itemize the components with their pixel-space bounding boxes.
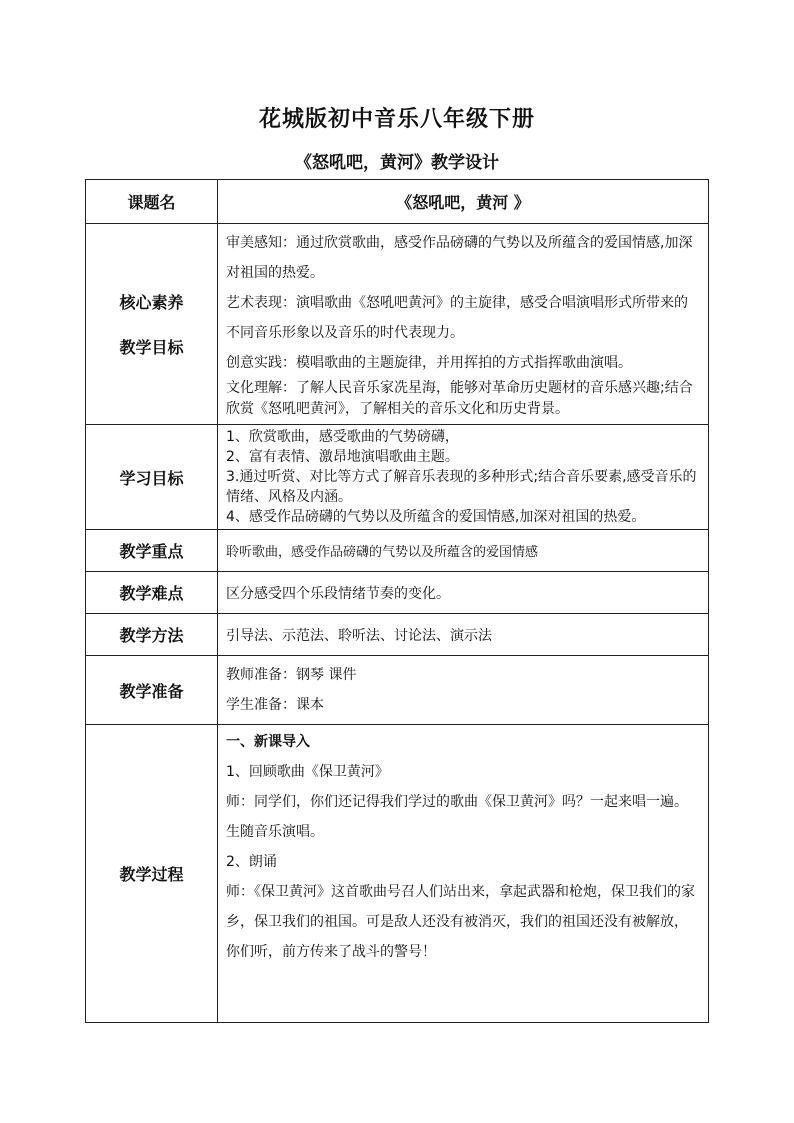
process-content xyxy=(218,725,709,1023)
core-item-3: 创意实践：模唱歌曲的主题旋律，并用挥拍的方式指挥歌曲演唱。 xyxy=(226,355,632,371)
prep-teacher: 教师准备：钢琴 课件 xyxy=(226,667,357,683)
row-key xyxy=(86,530,709,572)
prep-content xyxy=(218,656,709,725)
prep-label: 教学准备 xyxy=(86,656,218,725)
core-content xyxy=(218,224,709,425)
row-core xyxy=(86,224,709,425)
difficult-label: 教学难点 xyxy=(86,572,218,614)
process-item-5: 师：《保卫黄河》这首歌曲号召人们站出来，拿起武器和枪炮，保卫我们的家乡，保卫我们的祖国。可是敌人还没有被消灭，我们的祖国还没有被解放，你们听，前方传来了战斗的警号！ xyxy=(226,884,695,960)
core-item-4: 文化理解：了解人民音乐家冼星海，能够对革命历史题材的音乐感兴趣;结合欣赏《怒吼吧黄河》，了解相关的音乐文化和历史背景。 xyxy=(226,380,693,417)
core-item-1: 审美感知：通过欣赏歌曲，感受作品磅礴的气势以及所蕴含的爱国情感,加深对祖国的热爱。 xyxy=(226,235,693,281)
row-process xyxy=(86,725,709,1023)
prep-student: 学生准备：课本 xyxy=(226,697,324,713)
learning-item-2: 2、富有表情、激昂地演唱歌曲主题。 xyxy=(226,449,459,465)
process-item-3: 生随音乐演唱。 xyxy=(226,824,324,840)
key-value: 聆听歌曲，感受作品磅礴的气势以及所蕴含的爱国情感 xyxy=(218,530,709,572)
row-topic xyxy=(86,180,709,224)
learning-item-3: 3.通过听赏、对比等方式了解音乐表现的多种形式;结合音乐要素,感受音乐的情绪、风格及内涵。 xyxy=(226,469,697,505)
row-method xyxy=(86,614,709,656)
process-label: 教学过程 xyxy=(86,725,218,1023)
key-label: 教学重点 xyxy=(86,530,218,572)
topic-value: 《怒吼吧，黄河 》 xyxy=(218,180,709,224)
learning-item-4: 4、感受作品磅礴的气势以及所蕴含的爱国情感,加深对祖国的热爱。 xyxy=(226,509,646,525)
row-difficult xyxy=(86,572,709,614)
difficult-value: 区分感受四个乐段情绪节奏的变化。 xyxy=(218,572,709,614)
row-learning xyxy=(86,425,709,530)
document-subtitle: 《怒吼吧，黄河》教学设计 xyxy=(295,153,499,173)
core-label-line1: 核心素养 xyxy=(119,293,184,312)
row-prep xyxy=(86,656,709,725)
process-item-2: 师：同学们，你们还记得我们学过的歌曲《保卫黄河》吗？一起来唱一遍。 xyxy=(226,794,688,810)
learning-content xyxy=(218,425,709,530)
core-label xyxy=(86,224,218,425)
learning-label: 学习目标 xyxy=(86,425,218,530)
process-heading: 一、新课导入 xyxy=(226,734,310,750)
document-title: 花城版初中音乐八年级下册 xyxy=(258,107,535,132)
topic-label: 课题名 xyxy=(86,180,218,224)
method-label: 教学方法 xyxy=(86,614,218,656)
method-value: 引导法、示范法、聆听法、讨论法、演示法 xyxy=(218,614,709,656)
process-item-1: 1、回顾歌曲《保卫黄河》 xyxy=(226,764,389,780)
process-item-4: 2、朗诵 xyxy=(226,854,277,870)
core-label-line2: 教学目标 xyxy=(119,338,184,357)
learning-item-1: 1、欣赏歌曲，感受歌曲的气势磅礴， xyxy=(226,429,459,445)
lesson-plan-table xyxy=(85,179,709,1023)
core-item-2: 艺术表现：演唱歌曲《怒吼吧黄河》的主旋律，感受合唱演唱形式所带来的不同音乐形象以及音乐的时代表现力。 xyxy=(226,295,688,341)
